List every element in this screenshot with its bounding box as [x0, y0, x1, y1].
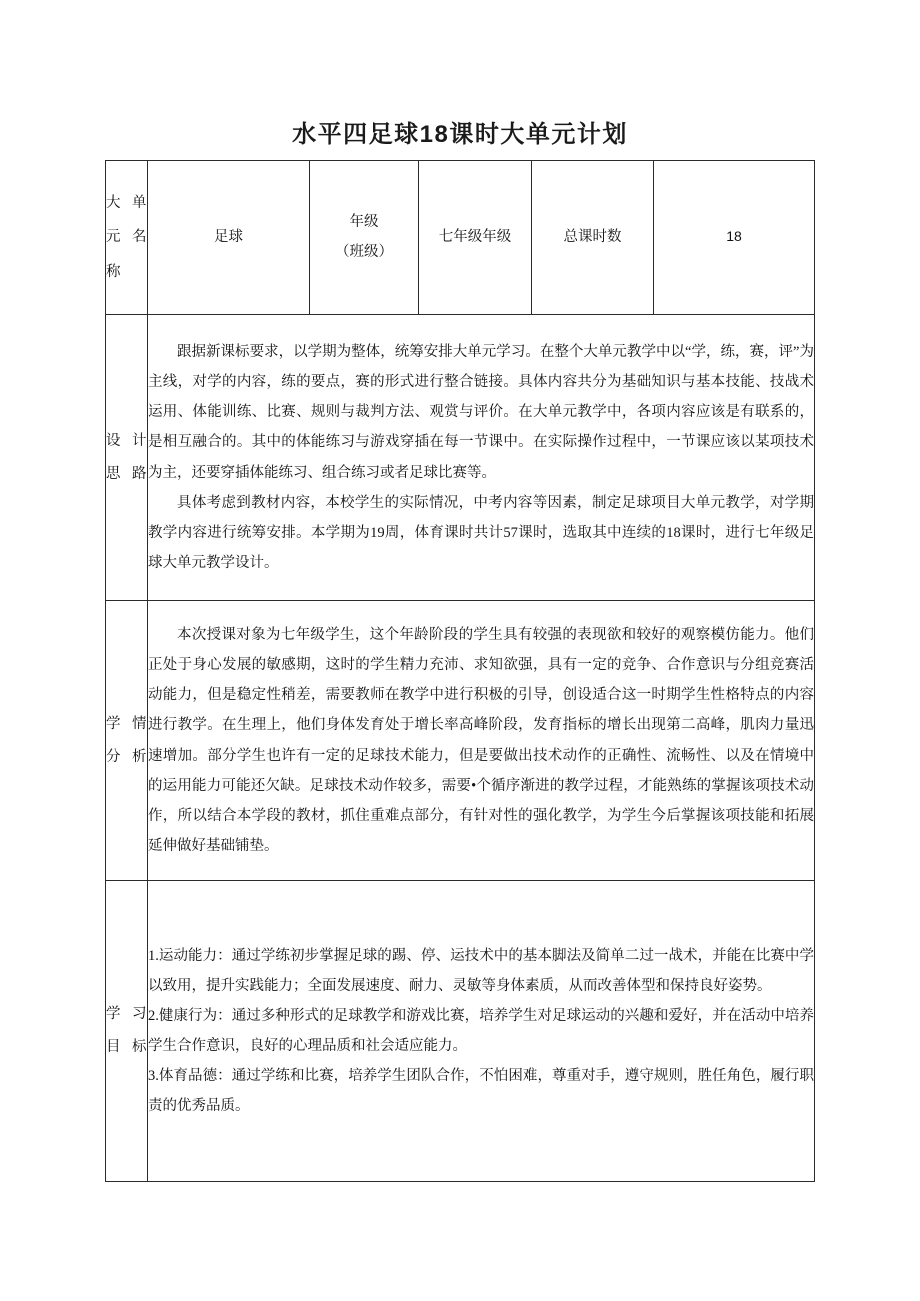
grade-header-line2: （班级）: [335, 243, 393, 260]
row-label-unit-name-text: 大单元名称: [106, 195, 147, 280]
cell-total-hours-header: [532, 161, 654, 315]
row-label-student-analysis-text: 学情分析: [106, 715, 147, 765]
table-row-design-rationale: [106, 315, 815, 601]
cell-design-rationale-body: [148, 315, 815, 601]
goal-item-3: 3.体育品德：通过学练和比赛，培养学生团队合作，不怕困难，尊重对手，遵守规则，胜任角色，履行职责的优秀品质。: [148, 1068, 814, 1115]
total-hours-value-text: 18: [726, 227, 742, 244]
cell-grade-value: [419, 161, 532, 315]
cell-grade-header: [310, 161, 419, 315]
table-row-learning-goals: [106, 881, 815, 1182]
grade-header-line1: 年级: [349, 214, 379, 231]
unit-plan-table: [105, 160, 815, 1182]
table-row-basic-info: [106, 161, 815, 315]
row-label-student-analysis: [106, 601, 148, 881]
goal-item-1: 1.运动能力：通过学练初步掌握足球的踢、停、运技术中的基本脚法及简单二过一战术，并能在比赛中学以致用，提升实践能力；全面发展速度、耐力、灵敏等身体素质，从而改善体型和保持良好姿势。: [148, 947, 814, 994]
cell-total-hours-value: [654, 161, 815, 315]
page-title: 水平四足球18课时大单元计划: [292, 121, 628, 148]
cell-student-analysis-body: [148, 601, 815, 881]
row-label-learning-goals: [106, 881, 148, 1182]
row-label-design-rationale-text: 设计思路: [106, 432, 147, 482]
table-row-student-analysis: [106, 601, 815, 881]
design-paragraph-1: 跟据新课标要求，以学期为整体，统筹安排大单元学习。在整个大单元教学中以“学，练，赛，评”为主线，对学的内容，练的要点，赛的形式进行整合链接。具体内容共分为基础知识与基本技能、技战术运用、体能训练、比赛、规则与裁判方法、观赏与评价。在大单元教学中，各项内容应该是有联系的，是相互融合的。其中的体能练习与游戏穿插在每一节课中。在实际操作过程中，一节课应该以某项技术为主，还要穿插体能练习、组合练习或者足球比赛等。: [148, 343, 814, 481]
grade-value-text: 七年级年级: [438, 228, 512, 245]
design-paragraph-2: 具体考虑到教材内容，本校学生的实际情况，中考内容等因素，制定足球项目大单元教学，对学期教学内容进行统筹安排。本学期为19周，体育课时共计57课时，选取其中连续的18课时，进行七年级足球大单元教学设计。: [148, 494, 814, 571]
row-label-learning-goals-text: 学习目标: [106, 1006, 147, 1055]
cell-learning-goals-body: [148, 881, 815, 1182]
goal-item-2: 2.健康行为：通过多种形式的足球教学和游戏比赛，培养学生对足球运动的兴趣和爱好，并在活动中培养学生合作意识，良好的心理品质和社会适应能力。: [148, 1007, 814, 1054]
cell-unit-name-value: [148, 161, 310, 315]
row-label-design-rationale: [106, 315, 148, 601]
total-hours-header-text: 总课时数: [563, 228, 622, 245]
analysis-paragraph-1: 本次授课对象为七年级学生，这个年龄阶段的学生具有较强的表现欲和较好的观察模仿能力。他们正处于身心发展的敏感期，这时的学生精力充沛、求知欲强，具有一定的竞争、合作意识与分组竞赛活动能力，但是稳定性稍差，需要教师在教学中进行积极的引导，创设适合这一时期学生性格特点的内容进行教学。在生理上，他们身体发育处于增长率高峰阶段，发育指标的增长出现第二高峰，肌肉力量迅速增加。部分学生也许有一定的足球技术能力，但是要做出技术动作的正确性、流畅性、以及在情境中的运用能力可能还欠缺。足球技术动作较多，需要•个循序渐进的教学过程，才能熟练的掌握该项技术动作，所以结合本学段的教材，抓住重难点部分，有针对性的强化教学，为学生今后掌握该项技能和拓展延伸做好基础铺垫。: [148, 626, 814, 854]
unit-name-value-text: 足球: [214, 228, 243, 245]
row-label-unit-name: [106, 161, 148, 315]
